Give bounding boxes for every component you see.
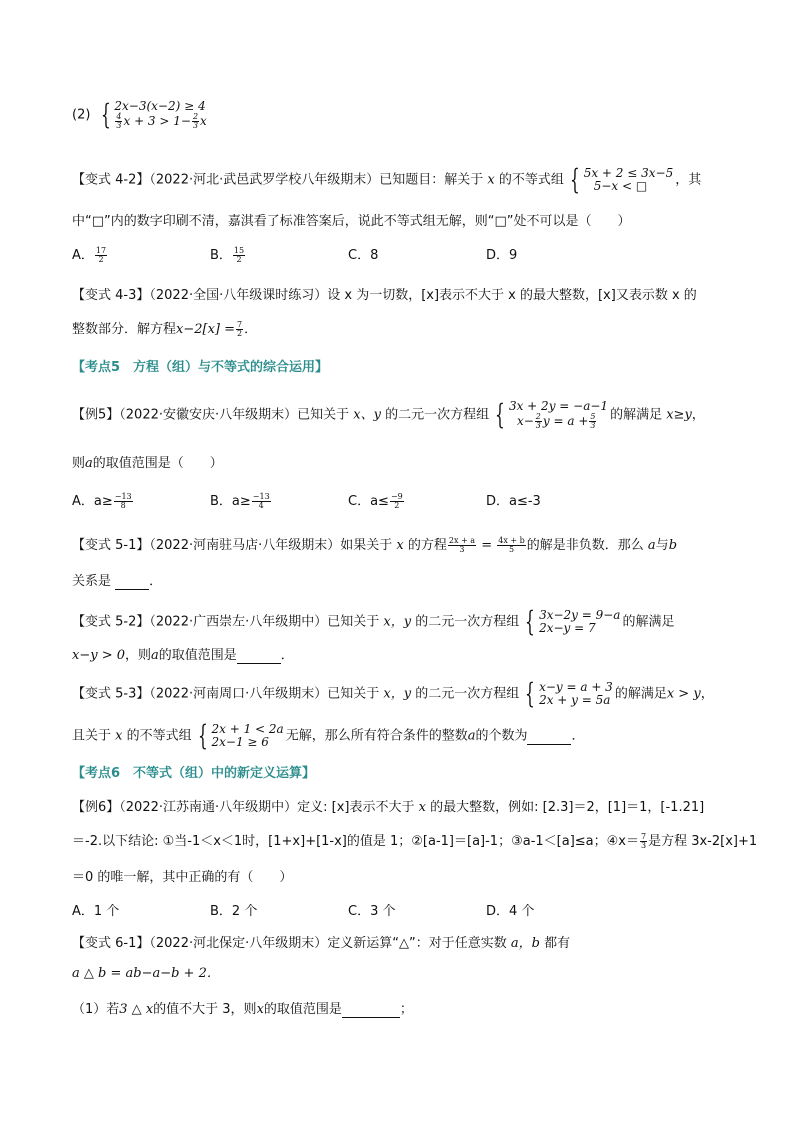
ex5-line2: 则a的取值范围是（ ） [72, 456, 223, 471]
v42-line1 [72, 163, 702, 196]
option-c[interactable]: C．3 个 [348, 904, 396, 919]
answer-blank[interactable] [237, 648, 281, 664]
option-d[interactable]: D．4 个 [486, 904, 535, 919]
tag: 【变式 5-3】 [72, 686, 150, 702]
v52-line1: 【变式 5-2】（2022·广西崇左·八年级期中）已知关于 x，y 的二元一次方程组 { 3x−2y = 9−a 2x−y = 7 的解满足 [72, 605, 675, 638]
v53-system: { x−y = a + 3 2x + y = 5a [525, 677, 613, 710]
fraction: $\frac{7}{2}$ [237, 320, 243, 338]
q2-line [72, 100, 209, 130]
v53-system2: { 2x + 1 < 2a 2x−1 ≥ 6 [197, 719, 284, 752]
ex6-line1: 【例6】（2022·江苏南通·八年级期中）定义: [x]表示不大于 x 的最大整数，例如: [2.3]＝2，[1]＝1，[-1.21] [72, 800, 705, 815]
option-a[interactable]: A．1 个 [72, 904, 120, 919]
source: （2022·安徽安庆·八年级期末） [119, 407, 298, 423]
tag: 【变式 5-1】 [72, 538, 150, 553]
v61-definition: a △ b = ab−a−b + 2． [72, 966, 220, 981]
option-c[interactable]: C．a≤ $\frac{-9}{2}$ [348, 492, 403, 510]
source: （2022·河北·武邑武罗学校八年级期末） [149, 172, 380, 188]
v42-system: { 5x + 2 ≤ 3x−5 5−x < □ [569, 163, 674, 196]
option-d[interactable]: D．a≤-3 [486, 494, 541, 509]
section-heading-5: 【考点5 方程（组）与不等式的综合运用】 [72, 360, 329, 375]
v42-options [72, 244, 624, 264]
q2-system [97, 100, 207, 130]
fraction: $\frac{2}{3}$ [192, 112, 199, 130]
text: 设 x 为一切数，[x]表示不大于 x 的最大整数，[x]又表示数 x 的 [327, 288, 697, 303]
tag: 【变式 6-1】 [72, 936, 150, 951]
fraction: $\frac{4}{3}$ [116, 112, 122, 130]
brace: { [100, 98, 111, 131]
v53-line2: 且关于 x 的不等式组 { 2x + 1 < 2a 2x−1 ≥ 6 无解，那么所有符合条件的整数a的个数为 ． [72, 719, 585, 752]
q2-row2: $\frac{4}{3}$ x + 3 > 1− $\frac{2}{3}$ x [116, 112, 207, 130]
text: 已知题目：解关于 [379, 172, 484, 188]
ex5-options [72, 490, 624, 510]
answer-blank[interactable] [527, 729, 571, 745]
section-heading-6: 【考点6 不等式（组）中的新定义运算】 [72, 766, 316, 781]
v51-line2: 关系是 ． [72, 574, 163, 589]
source: （2022·广西崇左·八年级期中） [149, 614, 328, 630]
v43-line1 [72, 284, 697, 303]
v61-q1: （1）若3 △ x的值不大于 3，则x的取值范围是 ； [72, 1002, 413, 1017]
q2-label: (2) [72, 107, 91, 123]
v43-line2: 整数部分．解方程x−2[x] = $\frac{7}{2}$ ． [72, 320, 258, 338]
equation: x−2[x] = [176, 322, 236, 337]
option-c[interactable]: C．8 [348, 248, 379, 263]
ex5-line1: 【例5】（2022·安徽安庆·八年级期末）已知关于 x、y 的二元一次方程组 { 3x + 2y = −a−1 x− $\frac{2}{3}$ y = a + $\frac{5}{3}$ 的解满足 x≥y， [72, 398, 705, 431]
option-d[interactable]: D．9 [486, 248, 518, 263]
source: （2022·河南驻马店·八年级期末） [149, 538, 341, 553]
option-a[interactable]: A．a≥ $\frac{-13}{8}$ [72, 492, 132, 510]
answer-blank[interactable] [342, 1002, 400, 1018]
tag: 【变式 5-2】 [72, 614, 150, 630]
ex6-line3: ＝0 的唯一解，其中正确的有（ ） [72, 870, 293, 885]
text: 的不等式组 [498, 172, 564, 188]
v51-line1: 【变式 5-1】（2022·河南驻马店·八年级期末）如果关于 x 的方程 $\frac{2x + a}{3}$ = $\frac{4x + b}{5}$ 的解是非负数．那么 a与b [72, 536, 678, 554]
q2-row1: 2x−3(x−2) ≥ 4 [114, 99, 206, 113]
source: （2022·全国·八年级课时练习） [149, 288, 328, 303]
option-b[interactable]: B．2 个 [210, 904, 258, 919]
var: x [487, 172, 495, 188]
v53-line1: 【变式 5-3】（2022·河南周口·八年级期末）已知关于 x，y 的二元一次方程组 { x−y = a + 3 2x + y = 5a 的解满足x > y， [72, 677, 714, 710]
source: （2022·江苏南通·八年级期中） [119, 800, 298, 815]
tag: 【例6】 [72, 800, 120, 815]
v61-line1: 【变式 6-1】（2022·河北保定·八年级期末）定义新运算“△”：对于任意实数 a，b 都有 [72, 936, 571, 951]
tag: 【变式 4-2】 [72, 172, 150, 188]
tag: 【变式 4-3】 [72, 288, 150, 303]
text: ，其 [675, 172, 702, 188]
v52-system: { 3x−2y = 9−a 2x−y = 7 [525, 605, 621, 638]
ex6-line2: ＝-2.以下结论: ①当-1＜x＜1时，[1+x]+[1-x]的值是 1；②[a-1]＝[a]-1；③a-1＜[a]≤a；④x＝ $\frac{7}{3}$ 是方程 3x-2[x]+1 [72, 832, 758, 850]
option-b[interactable]: B．a≥ $\frac{-13}{4}$ [210, 492, 270, 510]
v42-line2: 中“□”内的数字印刷不清，嘉淇看了标准答案后，说此不等式组无解，则“□”处不可以是（ ） [72, 214, 631, 229]
source: （2022·河南周口·八年级期末） [149, 686, 328, 702]
option-a[interactable]: A． $\frac{17}{2}$ [72, 246, 107, 264]
option-b[interactable]: B． $\frac{15}{2}$ [210, 246, 245, 264]
text: 整数部分．解方程 [72, 322, 177, 337]
ex6-options [72, 900, 624, 919]
tag: 【例5】 [72, 407, 120, 423]
source: （2022·河北保定·八年级期末） [149, 936, 328, 951]
answer-blank[interactable] [115, 574, 149, 590]
ex5-system: { 3x + 2y = −a−1 x− $\frac{2}{3}$ y = a + $\frac{5}{3}$ [495, 398, 609, 431]
v52-line2: x−y > 0，则a的取值范围是 ． [72, 648, 294, 663]
